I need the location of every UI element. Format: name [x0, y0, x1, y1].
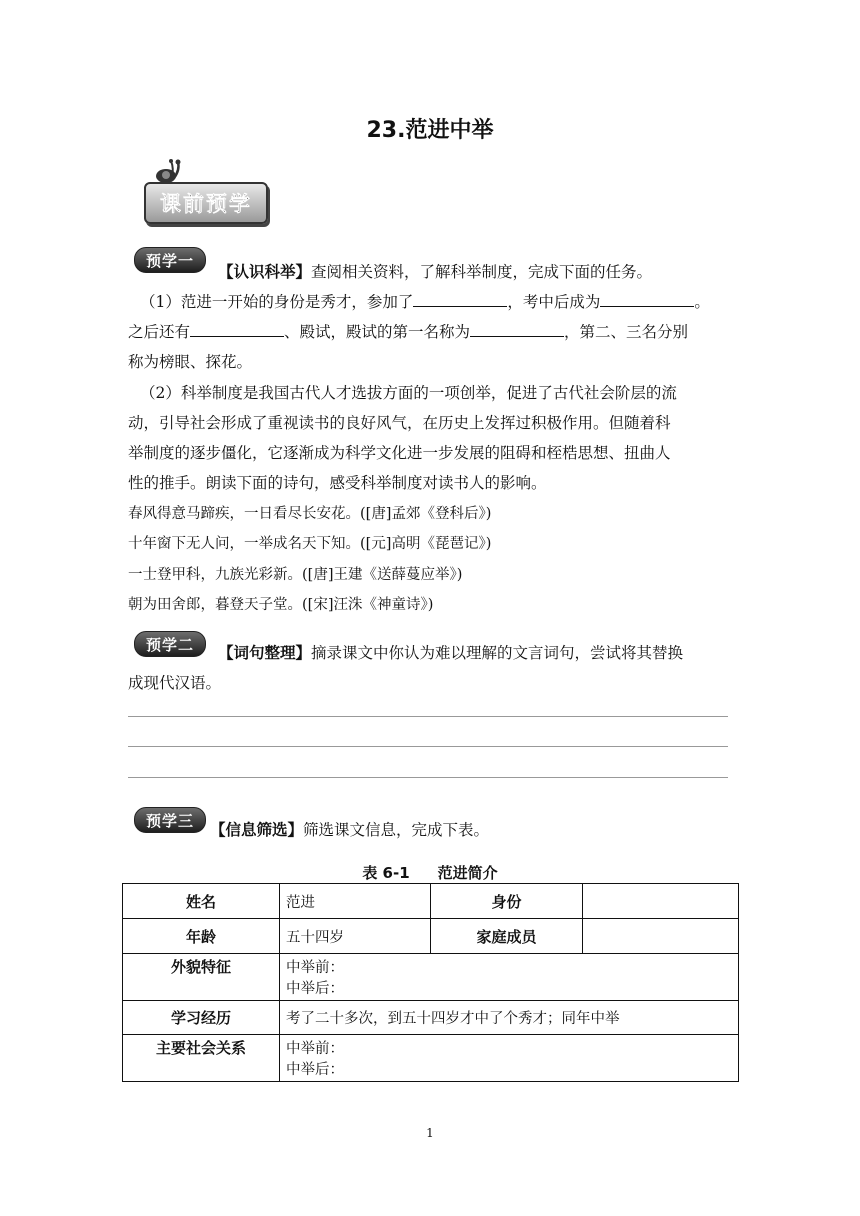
answer-line-2[interactable]: [128, 746, 728, 747]
looks-label: 外貌特征: [123, 954, 280, 1001]
fanjin-profile-table: [122, 883, 739, 1082]
blank-1[interactable]: [413, 292, 507, 307]
study-label: 学习经历: [123, 1001, 280, 1035]
study-value: 考了二十多次，到五十四岁才中了个秀才；同年中举: [280, 1001, 739, 1035]
part2-text1: 摘录课文中你认为难以理解的文言词句，尝试将其替换: [311, 644, 684, 662]
part2-line2: 成现代汉语。: [128, 674, 222, 692]
q1-text-d: 之后还有: [128, 323, 191, 341]
part2-badge: 预学二: [134, 631, 206, 657]
part2-heading: 【词句整理】: [218, 644, 312, 662]
q1-line2: [128, 322, 688, 342]
table-caption-number: 表 6-1: [362, 864, 410, 882]
q2-line3: 举制度的逐步僵化，它逐渐成为科学文化进一步发展的阻碍和桎梏思想、扭曲人: [128, 444, 671, 462]
q1-line1: [140, 292, 710, 312]
poem-3: 一士登甲科，九族光彩新。([唐]王建《送薛蔓应举》): [128, 567, 463, 583]
part1-heading: 【认识科举】: [218, 263, 312, 281]
blank-2[interactable]: [600, 292, 694, 307]
page-number: 1: [426, 1126, 434, 1140]
table-caption-title: 范进简介: [437, 864, 498, 882]
q2-line1: （2）科举制度是我国古代人才选拔方面的一项创举，促进了古代社会阶层的流: [140, 384, 677, 402]
answer-line-1[interactable]: [128, 716, 728, 717]
part1-intro: 查阅相关资料，了解科举制度，完成下面的任务。: [311, 263, 653, 281]
answer-line-3[interactable]: [128, 777, 728, 778]
social-label: 主要社会关系: [123, 1035, 280, 1082]
q2-line2: 动，引导社会形成了重视读书的良好风气，在历史上发挥过积极作用。但随着科: [128, 414, 671, 432]
part3-badge: 预学三: [134, 807, 206, 833]
q2-line4: 性的推手。朗读下面的诗句，感受科举制度对读书人的影响。: [128, 474, 547, 492]
section-badge-label: 课前预学: [144, 182, 268, 224]
blank-3[interactable]: [190, 322, 284, 337]
social-after: 中举后：: [286, 1062, 344, 1078]
looks-after: 中举后：: [286, 981, 344, 997]
social-before: 中举前：: [286, 1041, 344, 1057]
section-badge: [142, 158, 266, 224]
social-value[interactable]: [280, 1035, 739, 1082]
part1-heading-line: [218, 262, 652, 282]
q1-text-e: 、殿试，殿试的第一名称为: [284, 323, 471, 341]
q1-text-c: 。: [694, 293, 710, 311]
part2-line1: [218, 643, 683, 663]
age-value: 五十四岁: [280, 919, 431, 954]
identity-label: 身份: [431, 884, 583, 919]
q1-text-a: （1）范进一开始的身份是秀才，参加了: [140, 293, 414, 311]
part3-text: 筛选课文信息，完成下表。: [303, 821, 490, 839]
table-row: [123, 884, 739, 919]
part1-badge: 预学一: [134, 247, 206, 273]
looks-before: 中举前：: [286, 960, 344, 976]
table-row: [123, 954, 739, 1001]
name-label: 姓名: [123, 884, 280, 919]
q1-line3: 称为榜眼、探花。: [128, 353, 253, 371]
poem-4: 朝为田舍郎，暮登天子堂。([宋]汪洙《神童诗》): [128, 597, 434, 613]
looks-value[interactable]: [280, 954, 739, 1001]
q1-text-b: ，考中后成为: [507, 293, 601, 311]
blank-4[interactable]: [470, 322, 564, 337]
table-caption: [0, 862, 860, 883]
poem-2: 十年窗下无人问，一举成名天下知。([元]高明《琵琶记》): [128, 536, 492, 552]
part3-line: [210, 820, 489, 840]
name-value: 范进: [280, 884, 431, 919]
identity-value[interactable]: [583, 884, 739, 919]
part3-heading: 【信息筛选】: [210, 821, 304, 839]
snail-icon: [152, 158, 186, 184]
age-label: 年龄: [123, 919, 280, 954]
poem-1: 春风得意马蹄疾，一日看尽长安花。([唐]孟郊《登科后》): [128, 506, 492, 522]
family-label: 家庭成员: [431, 919, 583, 954]
table-row: [123, 1001, 739, 1035]
family-value[interactable]: [583, 919, 739, 954]
table-row: [123, 919, 739, 954]
page-title: 23.范进中举: [366, 118, 494, 143]
table-row: [123, 1035, 739, 1082]
q1-text-f: ，第二、三名分别: [564, 323, 689, 341]
